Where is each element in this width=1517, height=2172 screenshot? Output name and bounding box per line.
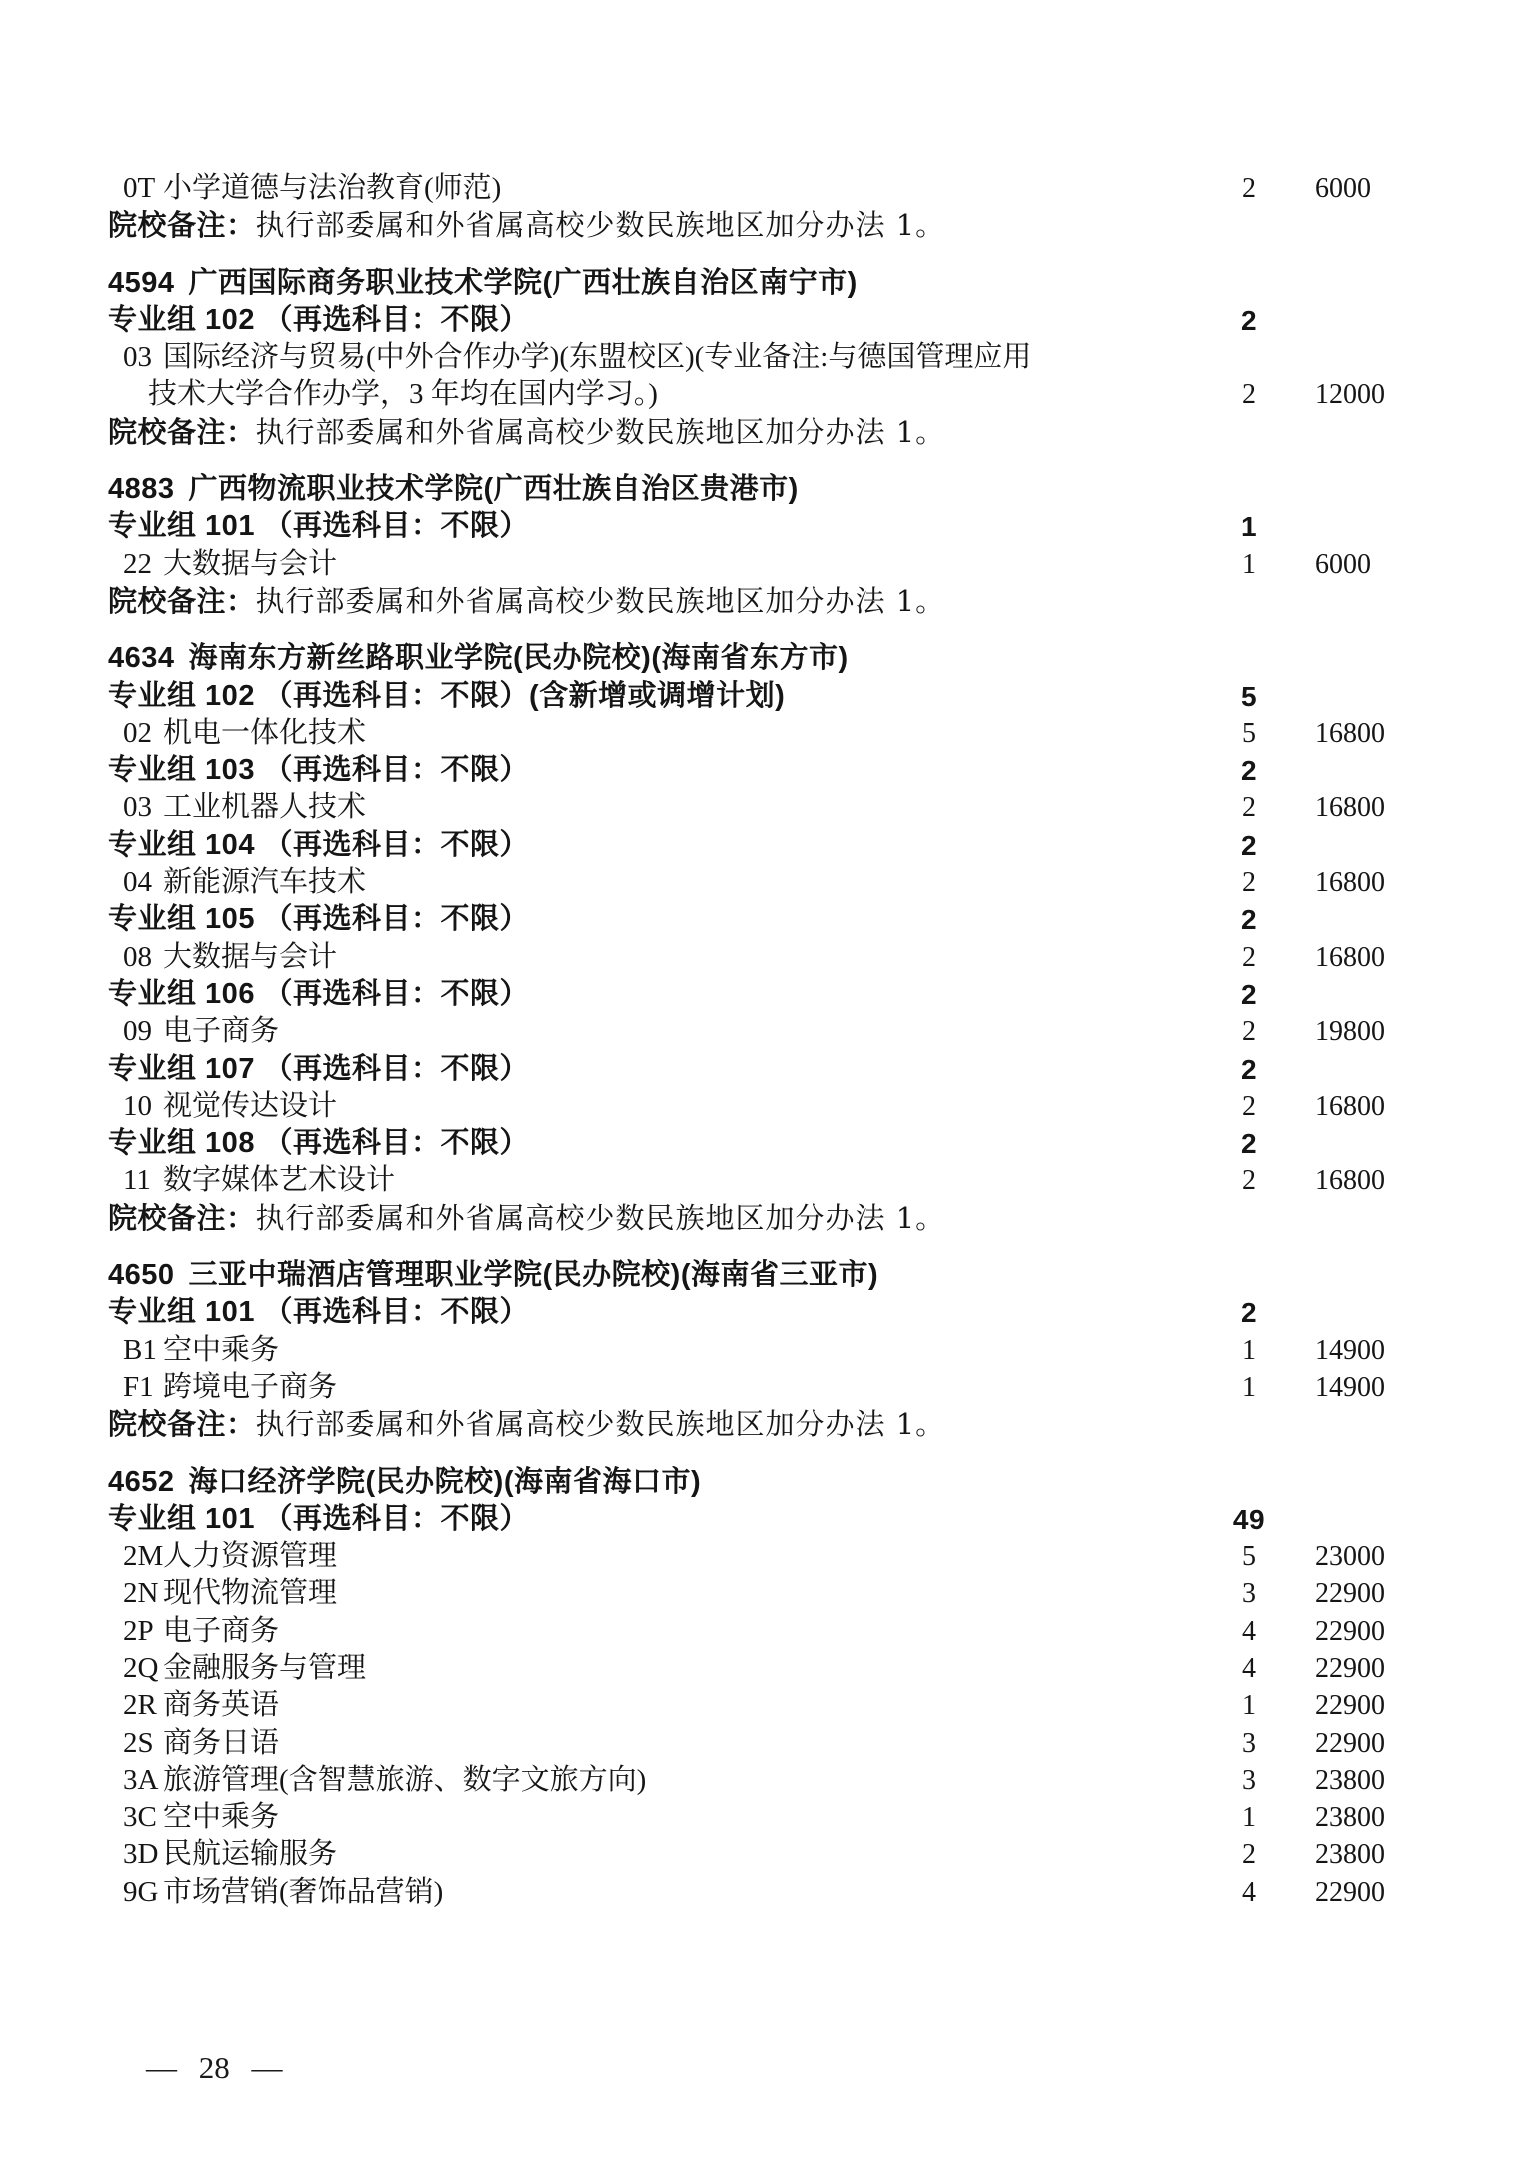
major-tuition-fee: 23800 <box>1315 1839 1385 1871</box>
major-group-row <box>108 1051 1448 1088</box>
major-name: 电子商务 <box>163 1614 280 1647</box>
remark-label: 院校备注： <box>108 1202 256 1235</box>
major-tuition-fee: 22900 <box>1315 1615 1385 1647</box>
major-name: 民航运输服务 <box>163 1838 338 1871</box>
major-code: 02 <box>123 716 152 749</box>
school-row <box>108 640 1448 677</box>
major-row <box>108 1013 1448 1050</box>
page-number: — 28 — <box>146 2050 283 2085</box>
major-code: 3D <box>123 1838 159 1871</box>
major-row <box>108 1762 1448 1799</box>
major-tuition-fee: 22900 <box>1315 1578 1385 1610</box>
major-name: 旅游管理(含智慧旅游、数字文旅方向) <box>163 1763 647 1796</box>
major-code: 03 <box>123 791 152 824</box>
major-code: 3C <box>123 1801 157 1834</box>
major-tuition-fee: 23800 <box>1315 1764 1385 1796</box>
school-row <box>108 471 1448 508</box>
major-row <box>108 1687 1448 1724</box>
school-code: 4650 <box>108 1259 175 1292</box>
major-group-row <box>108 1294 1448 1331</box>
major-name: 空中乘务 <box>163 1333 280 1366</box>
major-name: 大数据与会计 <box>163 547 338 580</box>
major-tuition-fee: 23000 <box>1315 1541 1385 1573</box>
school-remark-row <box>108 1406 1448 1443</box>
major-group-row <box>108 976 1448 1013</box>
major-row <box>108 1369 1448 1406</box>
major-row <box>108 1332 1448 1369</box>
school-remark-row <box>108 1200 1448 1237</box>
remark-label: 院校备注： <box>108 210 256 243</box>
group-plan-count: 2 <box>1240 1128 1258 1160</box>
major-row <box>108 1088 1448 1125</box>
school-remark-row <box>108 414 1448 451</box>
major-tuition-fee: 22900 <box>1315 1876 1385 1908</box>
major-code: 9G <box>123 1875 159 1908</box>
major-code: 10 <box>123 1089 152 1122</box>
major-name: 人力资源管理 <box>163 1540 338 1573</box>
school-row <box>108 1257 1448 1294</box>
group-plan-count: 2 <box>1240 978 1258 1010</box>
major-name: 现代物流管理 <box>163 1577 338 1610</box>
major-code: F1 <box>123 1370 154 1403</box>
group-label: 专业组 101 （再选科目：不限） <box>108 510 530 543</box>
major-row <box>108 939 1448 976</box>
group-plan-count: 2 <box>1240 904 1258 936</box>
major-row <box>108 546 1448 583</box>
group-plan-count: 2 <box>1240 829 1258 861</box>
major-plan-count: 4 <box>1242 1652 1256 1684</box>
major-row <box>108 1162 1448 1199</box>
major-row <box>108 789 1448 826</box>
major-code: 11 <box>123 1164 151 1197</box>
school-code: 4652 <box>108 1465 175 1498</box>
group-label: 专业组 101 （再选科目：不限） <box>108 1296 530 1329</box>
group-plan-count: 5 <box>1240 680 1258 712</box>
major-row <box>108 1725 1448 1762</box>
major-tuition-fee: 6000 <box>1315 548 1371 580</box>
major-plan-count: 1 <box>1242 1334 1256 1366</box>
major-name: 视觉传达设计 <box>163 1089 338 1122</box>
major-tuition-fee: 16800 <box>1315 941 1385 973</box>
major-code: 3A <box>123 1763 159 1796</box>
major-plan-count: 1 <box>1242 1802 1256 1834</box>
major-plan-count: 5 <box>1242 1541 1256 1573</box>
major-tuition-fee: 16800 <box>1315 792 1385 824</box>
major-plan-count: 1 <box>1242 1371 1256 1403</box>
major-name: 机电一体化技术 <box>163 716 367 749</box>
school-name: 海口经济学院(民办院校)(海南省海口市) <box>188 1465 702 1498</box>
major-code: 2R <box>123 1689 157 1722</box>
major-plan-count: 3 <box>1242 1578 1256 1610</box>
major-name-continued: 技术大学合作办学，3 年均在国内学习。) <box>148 378 658 411</box>
major-plan-count: 2 <box>1242 1165 1256 1197</box>
school-name: 广西国际商务职业技术学院(广西壮族自治区南宁市) <box>188 266 858 299</box>
group-label: 专业组 108 （再选科目：不限） <box>108 1127 530 1160</box>
major-code: 2M <box>123 1540 164 1573</box>
remark-text: 执行部委属和外省属高校少数民族地区加分办法 1。 <box>255 208 946 243</box>
remark-label: 院校备注： <box>108 585 256 618</box>
school-remark-row <box>108 207 1448 244</box>
major-plan-count: 4 <box>1242 1876 1256 1908</box>
major-row <box>108 1575 1448 1612</box>
school-name: 三亚中瑞酒店管理职业学院(民办院校)(海南省三亚市) <box>188 1259 879 1292</box>
group-label: 专业组 102 （再选科目：不限）(含新增或调增计划) <box>108 679 786 712</box>
major-plan-count: 3 <box>1242 1727 1256 1759</box>
group-plan-count: 2 <box>1240 304 1258 336</box>
major-plan-count: 5 <box>1242 717 1256 749</box>
major-code: 22 <box>123 547 152 580</box>
group-plan-count: 2 <box>1240 755 1258 787</box>
major-code: B1 <box>123 1333 157 1366</box>
major-plan-count: 2 <box>1242 792 1256 824</box>
major-name: 跨境电子商务 <box>163 1370 338 1403</box>
major-name: 商务日语 <box>163 1726 280 1759</box>
group-plan-count: 49 <box>1232 1503 1266 1535</box>
major-name: 金融服务与管理 <box>163 1651 367 1684</box>
school-code: 4634 <box>108 642 175 675</box>
major-name: 空中乘务 <box>163 1801 280 1834</box>
major-row <box>108 170 1448 207</box>
major-tuition-fee: 16800 <box>1315 1090 1385 1122</box>
remark-label: 院校备注： <box>108 1409 256 1442</box>
school-code: 4594 <box>108 266 175 299</box>
major-plan-count: 2 <box>1242 379 1256 411</box>
remark-text: 执行部委属和外省属高校少数民族地区加分办法 1。 <box>255 583 946 618</box>
major-row <box>108 864 1448 901</box>
major-plan-count: 2 <box>1242 1839 1256 1871</box>
major-tuition-fee: 12000 <box>1315 379 1385 411</box>
major-plan-count: 2 <box>1242 941 1256 973</box>
school-row <box>108 265 1448 302</box>
school-row <box>108 1464 1448 1501</box>
major-plan-count: 1 <box>1242 1690 1256 1722</box>
major-name: 商务英语 <box>163 1689 280 1722</box>
major-tuition-fee: 22900 <box>1315 1727 1385 1759</box>
major-plan-count: 3 <box>1242 1764 1256 1796</box>
major-plan-count: 4 <box>1242 1615 1256 1647</box>
major-row <box>108 1836 1448 1873</box>
major-plan-count: 1 <box>1242 548 1256 580</box>
group-plan-count: 1 <box>1240 511 1258 543</box>
major-tuition-fee: 16800 <box>1315 1165 1385 1197</box>
major-row <box>108 1799 1448 1836</box>
major-name: 国际经济与贸易(中外合作办学)(东盟校区)(专业备注:与德国管理应用 <box>163 341 1032 374</box>
major-code: 08 <box>123 940 152 973</box>
major-plan-count: 2 <box>1242 1016 1256 1048</box>
major-group-row <box>108 678 1448 715</box>
remark-text: 执行部委属和外省属高校少数民族地区加分办法 1。 <box>255 1407 946 1442</box>
group-label: 专业组 105 （再选科目：不限） <box>108 903 530 936</box>
school-code: 4883 <box>108 473 175 506</box>
major-tuition-fee: 6000 <box>1315 173 1371 204</box>
major-code: 2P <box>123 1614 154 1647</box>
school-name: 海南东方新丝路职业学院(民办院校)(海南省东方市) <box>188 642 849 675</box>
major-group-row <box>108 752 1448 789</box>
remark-text: 执行部委属和外省属高校少数民族地区加分办法 1。 <box>255 1200 946 1235</box>
school-name: 广西物流职业技术学院(广西壮族自治区贵港市) <box>188 473 799 506</box>
major-plan-count: 2 <box>1242 173 1256 204</box>
major-name: 小学道德与法治教育(师范) <box>163 172 502 204</box>
major-tuition-fee: 22900 <box>1315 1690 1385 1722</box>
group-label: 专业组 102 （再选科目：不限） <box>108 303 530 336</box>
major-tuition-fee: 19800 <box>1315 1016 1385 1048</box>
major-group-row <box>108 508 1448 545</box>
major-row <box>108 1538 1448 1575</box>
major-group-row <box>108 1501 1448 1538</box>
major-group-row <box>108 901 1448 938</box>
major-code: 04 <box>123 866 152 899</box>
major-name: 新能源汽车技术 <box>163 866 367 899</box>
major-row <box>108 339 1448 376</box>
major-code: 2N <box>123 1577 159 1610</box>
major-group-row <box>108 302 1448 339</box>
major-group-row <box>108 827 1448 864</box>
major-plan-count: 2 <box>1242 1090 1256 1122</box>
group-label: 专业组 104 （再选科目：不限） <box>108 828 530 861</box>
group-plan-count: 2 <box>1240 1297 1258 1329</box>
group-label: 专业组 103 （再选科目：不限） <box>108 754 530 787</box>
document-content <box>108 170 1448 1911</box>
school-remark-row <box>108 583 1448 620</box>
major-row-continuation <box>108 376 1448 413</box>
major-tuition-fee: 14900 <box>1315 1371 1385 1403</box>
major-name: 市场营销(奢饰品营销) <box>163 1875 444 1908</box>
major-name: 工业机器人技术 <box>163 791 367 824</box>
group-plan-count: 2 <box>1240 1053 1258 1085</box>
major-tuition-fee: 14900 <box>1315 1334 1385 1366</box>
remark-text: 执行部委属和外省属高校少数民族地区加分办法 1。 <box>255 414 946 449</box>
major-row <box>108 1613 1448 1650</box>
major-row <box>108 1874 1448 1911</box>
group-label: 专业组 106 （再选科目：不限） <box>108 977 530 1010</box>
major-name: 数字媒体艺术设计 <box>163 1164 396 1197</box>
major-name: 大数据与会计 <box>163 940 338 973</box>
major-tuition-fee: 16800 <box>1315 717 1385 749</box>
group-label: 专业组 101 （再选科目：不限） <box>108 1502 530 1535</box>
major-code: 2S <box>123 1726 154 1759</box>
major-tuition-fee: 23800 <box>1315 1802 1385 1834</box>
group-label: 专业组 107 （再选科目：不限） <box>108 1052 530 1085</box>
major-row <box>108 715 1448 752</box>
major-plan-count: 2 <box>1242 867 1256 899</box>
major-row <box>108 1650 1448 1687</box>
major-code: 09 <box>123 1015 152 1048</box>
major-code: 03 <box>123 341 152 374</box>
major-code: 2Q <box>123 1651 159 1684</box>
remark-label: 院校备注： <box>108 416 256 449</box>
major-name: 电子商务 <box>163 1015 280 1048</box>
major-group-row <box>108 1125 1448 1162</box>
major-code: 0T <box>123 172 156 204</box>
major-tuition-fee: 16800 <box>1315 867 1385 899</box>
major-tuition-fee: 22900 <box>1315 1652 1385 1684</box>
